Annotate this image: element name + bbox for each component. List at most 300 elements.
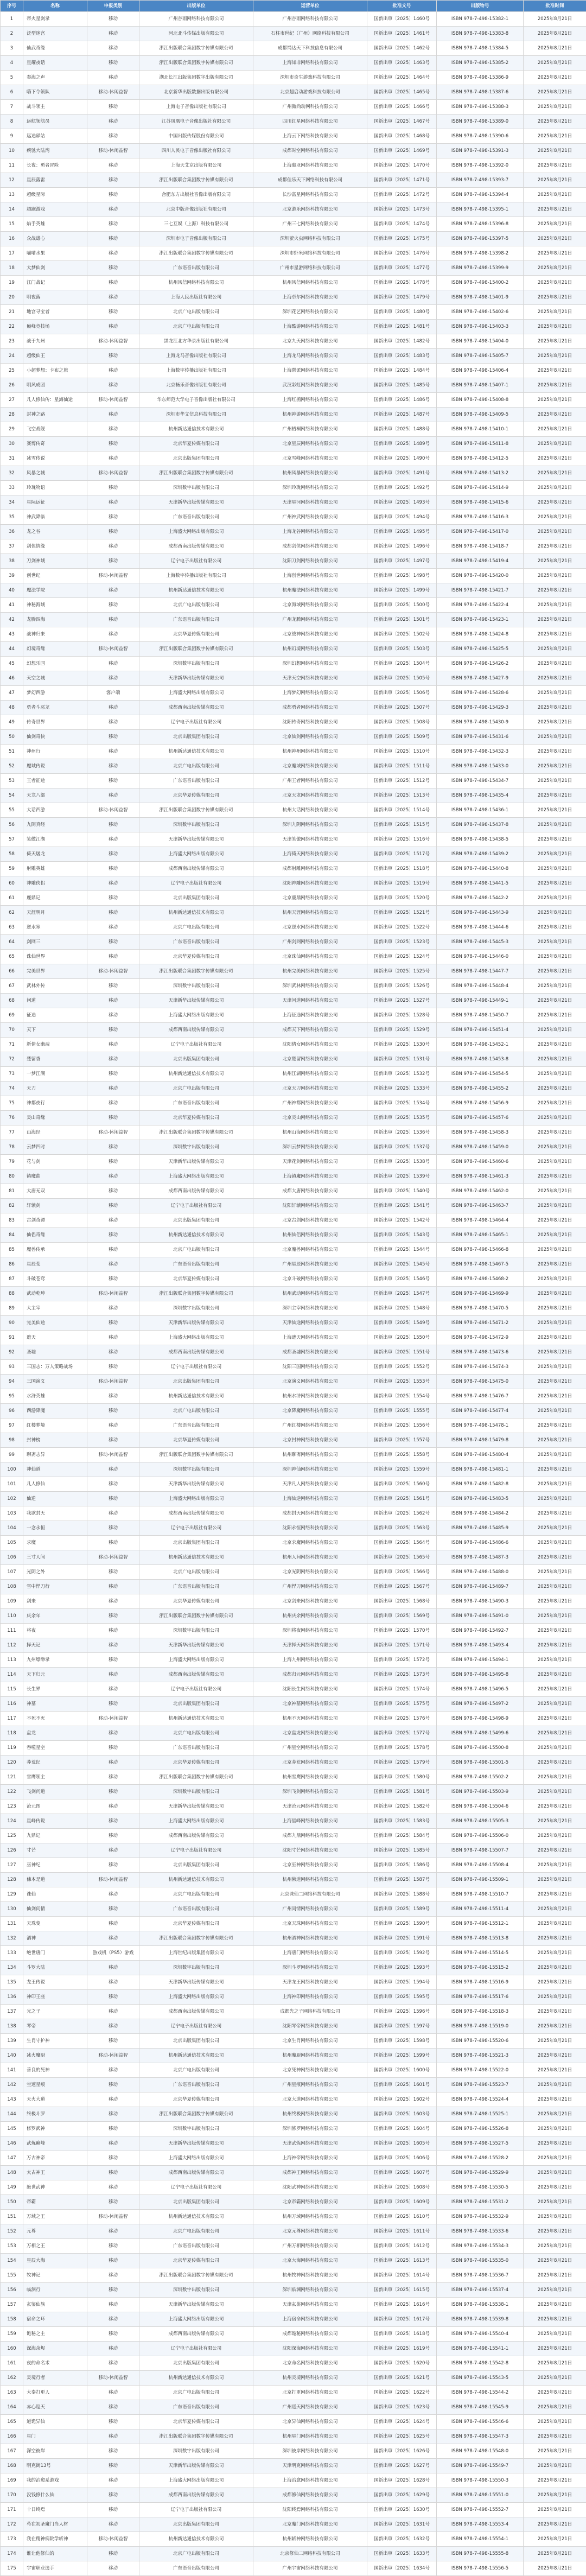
cell-isbn: ISBN 978-7-498-15412-5 (437, 451, 524, 466)
cell-index: 95 (1, 1389, 23, 1404)
table-row (1, 1697, 586, 1712)
table-row (1, 2166, 586, 2180)
cell-approval: 国新出审〔2025〕1534号 (367, 1096, 437, 1111)
table-row (1, 2224, 586, 2239)
cell-index: 128 (1, 1873, 23, 1887)
cell-date: 2025年8月21日 (524, 1184, 586, 1199)
table-row (1, 920, 586, 935)
cell-name: 战神归来 (23, 627, 87, 642)
cell-isbn: ISBN 978-7-498-15555-8 (437, 2547, 524, 2561)
table-row (1, 525, 586, 539)
cell-operator: 成都射雕网络科技有限公司 (253, 862, 367, 876)
cell-approval: 国新出审〔2025〕1488号 (367, 422, 437, 437)
cell-approval: 国新出审〔2025〕1512号 (367, 774, 437, 788)
cell-operator: 沈阳三国网络科技有限公司 (253, 1360, 367, 1375)
cell-publisher: 天津新华出版传媒有限公司 (139, 1799, 253, 1814)
cell-category: 移动 (87, 1419, 139, 1433)
cell-approval: 国新出审〔2025〕1629号 (367, 2488, 437, 2503)
cell-isbn: ISBN 978-7-498-15457-6 (437, 1111, 524, 1125)
cell-index: 39 (1, 569, 23, 583)
cell-isbn: ISBN 978-7-498-15425-5 (437, 642, 524, 657)
cell-publisher: 上海盛大网络出版有限公司 (139, 1008, 253, 1023)
cell-index: 148 (1, 2166, 23, 2180)
cell-name: 赤心巡天 (23, 2400, 87, 2415)
cell-category: 移动 (87, 1917, 139, 1931)
cell-date: 2025年8月21日 (524, 56, 586, 71)
cell-category: 移动-休闲益智 (87, 1712, 139, 1726)
cell-approval: 国新出审〔2025〕1631号 (367, 2517, 437, 2532)
cell-isbn: ISBN 978-7-498-15534-3 (437, 2239, 524, 2254)
table-row (1, 1536, 586, 1550)
cell-index: 48 (1, 701, 23, 715)
cell-publisher: 杭州新达通信技术有限公司 (139, 2210, 253, 2224)
cell-isbn: ISBN 978-7-498-15449-1 (437, 994, 524, 1008)
cell-category: 移动 (87, 598, 139, 613)
cell-approval: 国新出审〔2025〕1494号 (367, 510, 437, 525)
cell-approval: 国新出审〔2025〕1521号 (367, 906, 437, 920)
cell-approval: 国新出审〔2025〕1570号 (367, 1624, 437, 1638)
cell-name: 龙腾四海 (23, 613, 87, 627)
cell-category: 移动 (87, 2136, 139, 2151)
cell-category: 移动 (87, 847, 139, 862)
cell-date: 2025年8月21日 (524, 1096, 586, 1111)
table-row (1, 1023, 586, 1038)
cell-operator: 北京古剑网络科技有限公司 (253, 1213, 367, 1228)
cell-approval: 国新出审〔2025〕1540号 (367, 1184, 437, 1199)
cell-name: 仙武奇缘 (23, 41, 87, 56)
cell-category: 移动-休闲益智 (87, 803, 139, 818)
cell-date: 2025年8月21日 (524, 774, 586, 788)
cell-date: 2025年8月21日 (524, 2224, 586, 2239)
cell-isbn: ISBN 978-7-498-15446-0 (437, 950, 524, 964)
cell-name: 王者征途 (23, 774, 87, 788)
cell-operator: 深圳武林网络科技有限公司 (253, 979, 367, 994)
cell-name: 山海经 (23, 1125, 87, 1140)
cell-category: 移动 (87, 246, 139, 261)
cell-approval: 国新出审〔2025〕1615号 (367, 2283, 437, 2298)
cell-category: 移动 (87, 2547, 139, 2561)
table-row (1, 686, 586, 701)
cell-index: 102 (1, 1492, 23, 1506)
header-date: 批准时间 (524, 1, 586, 12)
cell-name: 神州行 (23, 745, 87, 759)
cell-publisher: 上海盛大网络出版有限公司 (139, 1331, 253, 1345)
cell-operator: 杭州聊斋网络科技有限公司 (253, 1448, 367, 1462)
cell-category: 移动 (87, 1653, 139, 1668)
cell-operator: 广州剑网网络科技有限公司 (253, 935, 367, 950)
cell-name: 封神之路 (23, 408, 87, 422)
cell-index: 34 (1, 495, 23, 510)
cell-date: 2025年8月21日 (524, 290, 586, 305)
cell-operator: 成都时空网络科技有限公司 (253, 144, 367, 158)
cell-operator: 杭州灵境网络科技有限公司 (253, 2371, 367, 2386)
cell-operator: 深圳临渊网络科技有限公司 (253, 2283, 367, 2298)
cell-isbn: ISBN 978-7-498-15386-9 (437, 71, 524, 85)
table-row (1, 1272, 586, 1287)
table-row (1, 1345, 586, 1360)
cell-publisher: 上海电子音像出版社有限公司 (139, 100, 253, 115)
cell-date: 2025年8月21日 (524, 451, 586, 466)
cell-approval: 国新出审〔2025〕1466号 (367, 100, 437, 115)
cell-category: 移动 (87, 2195, 139, 2210)
cell-category: 移动 (87, 2488, 139, 2503)
cell-isbn: ISBN 978-7-498-15517-6 (437, 1990, 524, 2005)
table-row (1, 71, 586, 85)
cell-publisher: 天津新华出版传媒有限公司 (139, 1316, 253, 1331)
table-row (1, 2415, 586, 2429)
table-row (1, 657, 586, 671)
cell-approval: 国新出审〔2025〕1522号 (367, 920, 437, 935)
cell-name: 酒神 (23, 1931, 87, 1946)
cell-publisher: 辽宁电子出版社有限公司 (139, 2019, 253, 2034)
cell-approval: 国新出审〔2025〕1482号 (367, 334, 437, 349)
cell-isbn: ISBN 978-7-498-15407-1 (437, 378, 524, 393)
cell-category: 移动 (87, 71, 139, 85)
table-row (1, 2298, 586, 2312)
cell-publisher: 上海盛大网络出版有限公司 (139, 1169, 253, 1184)
cell-isbn: ISBN 978-7-498-15552-7 (437, 2503, 524, 2517)
cell-isbn: ISBN 978-7-498-15414-9 (437, 481, 524, 495)
cell-index: 35 (1, 510, 23, 525)
cell-index: 10 (1, 144, 23, 158)
cell-isbn: ISBN 978-7-498-15389-0 (437, 115, 524, 129)
cell-publisher: 杭州新达通信技术有限公司 (139, 1067, 253, 1082)
cell-publisher: 上海盛大网络出版有限公司 (139, 1653, 253, 1668)
cell-category: 移动 (87, 2415, 139, 2429)
cell-name: 光阴之外 (23, 1565, 87, 1580)
cell-index: 175 (1, 2561, 23, 2576)
cell-date: 2025年8月21日 (524, 173, 586, 188)
cell-isbn: ISBN 978-7-498-15447-7 (437, 964, 524, 979)
cell-index: 75 (1, 1096, 23, 1111)
cell-category: 移动 (87, 1990, 139, 2005)
table-row (1, 378, 586, 393)
cell-category: 移动 (87, 1843, 139, 1858)
cell-date: 2025年8月21日 (524, 1316, 586, 1331)
cell-date: 2025年8月21日 (524, 1199, 586, 1213)
cell-index: 119 (1, 1741, 23, 1756)
cell-operator: 上海神帝网络科技有限公司 (253, 2151, 367, 2166)
cell-isbn: ISBN 978-7-498-15515-2 (437, 1961, 524, 1975)
cell-date: 2025年8月21日 (524, 261, 586, 276)
cell-isbn: ISBN 978-7-498-15485-9 (437, 1521, 524, 1536)
table-body (1, 12, 586, 2576)
table-row (1, 832, 586, 847)
cell-index: 88 (1, 1287, 23, 1301)
cell-publisher: 北京华夏传媒有限公司 (139, 950, 253, 964)
cell-category: 移动 (87, 2444, 139, 2459)
cell-approval: 国新出审〔2025〕1594号 (367, 1975, 437, 1990)
cell-publisher: 浙江出版联合集团数字传媒有限公司 (139, 642, 253, 657)
cell-approval: 国新出审〔2025〕1491号 (367, 466, 437, 481)
cell-category: 移动-休闲益智 (87, 964, 139, 979)
cell-operator: 武汉彩虹网络科技有限公司 (253, 378, 367, 393)
cell-approval: 国新出审〔2025〕1516号 (367, 832, 437, 847)
cell-index: 17 (1, 246, 23, 261)
cell-date: 2025年8月21日 (524, 1741, 586, 1756)
cell-date: 2025年8月21日 (524, 305, 586, 320)
cell-category: 移动 (87, 774, 139, 788)
cell-approval: 国新出审〔2025〕1585号 (367, 1843, 437, 1858)
cell-category: 移动 (87, 1213, 139, 1228)
cell-name: 飞剑问道 (23, 1785, 87, 1799)
cell-publisher: 深圳数字出版有限公司 (139, 2122, 253, 2136)
cell-name: 轩辕剑 (23, 1199, 87, 1213)
cell-category: 移动 (87, 2473, 139, 2488)
table-row (1, 1052, 586, 1067)
cell-publisher: 浙江出版联合集团数字传媒有限公司 (139, 964, 253, 979)
cell-isbn: ISBN 978-7-498-15397-5 (437, 232, 524, 246)
cell-publisher: 北京华夏传媒有限公司 (139, 1917, 253, 1931)
cell-approval: 国新出审〔2025〕1498号 (367, 569, 437, 583)
table-row (1, 144, 586, 158)
cell-index: 135 (1, 1975, 23, 1990)
cell-category: 移动 (87, 320, 139, 334)
cell-operator: 成都神王网络科技有限公司 (253, 2166, 367, 2180)
cell-name: 笑傲江湖 (23, 832, 87, 847)
cell-date: 2025年8月21日 (524, 1125, 586, 1140)
cell-category: 移动 (87, 1536, 139, 1550)
cell-isbn: ISBN 978-7-498-15396-8 (437, 217, 524, 232)
cell-isbn: ISBN 978-7-498-15526-8 (437, 2122, 524, 2136)
cell-isbn: ISBN 978-7-498-15402-6 (437, 305, 524, 320)
cell-category: 移动 (87, 276, 139, 290)
cell-isbn: ISBN 978-7-498-15421-7 (437, 583, 524, 598)
cell-operator: 广州悍刀网络科技有限公司 (253, 1580, 367, 1594)
cell-publisher: 深圳数字出版有限公司 (139, 1624, 253, 1638)
cell-approval: 国新出审〔2025〕1623号 (367, 2400, 437, 2415)
cell-operator: 上海龙谷网络科技有限公司 (253, 525, 367, 539)
cell-name: 仙侣奇缘 (23, 1228, 87, 1243)
cell-publisher: 广东语音出版有限公司 (139, 935, 253, 950)
cell-operator: 北京巫神网络科技有限公司 (253, 1858, 367, 1873)
cell-publisher: 广东语音出版有限公司 (139, 1902, 253, 1917)
cell-publisher: 深圳数字出版有限公司 (139, 979, 253, 994)
cell-index: 150 (1, 2195, 23, 2210)
cell-publisher: 北京畅乐音像出版社有限公司 (139, 378, 253, 393)
cell-category: 移动 (87, 510, 139, 525)
cell-date: 2025年8月21日 (524, 525, 586, 539)
cell-category: 移动 (87, 1638, 139, 1653)
cell-approval: 国新出审〔2025〕1526号 (367, 979, 437, 994)
cell-approval: 国新出审〔2025〕1582号 (367, 1799, 437, 1814)
cell-name: 征途 (23, 1008, 87, 1023)
cell-approval: 国新出审〔2025〕1595号 (367, 1990, 437, 2005)
cell-approval: 国新出审〔2025〕1568号 (367, 1594, 437, 1609)
cell-operator: 杭州雪鹰网络科技有限公司 (253, 1770, 367, 1785)
cell-isbn: ISBN 978-7-498-15403-3 (437, 320, 524, 334)
cell-index: 104 (1, 1521, 23, 1536)
table-row (1, 788, 586, 803)
cell-publisher: 浙江出版联合集团数字传媒有限公司 (139, 246, 253, 261)
cell-index: 106 (1, 1550, 23, 1565)
cell-operator: 杭州佛道网络科技有限公司 (253, 1873, 367, 1887)
cell-approval: 国新出审〔2025〕1598号 (367, 2034, 437, 2049)
table-row (1, 2049, 586, 2063)
cell-operator: 四川红星网络科技有限公司 (253, 115, 367, 129)
cell-isbn: ISBN 978-7-498-15477-4 (437, 1404, 524, 1419)
cell-isbn: ISBN 978-7-498-15427-9 (437, 671, 524, 686)
cell-publisher: 天津新华出版传媒有限公司 (139, 671, 253, 686)
table-row (1, 1858, 586, 1873)
cell-isbn: ISBN 978-7-498-15443-9 (437, 906, 524, 920)
cell-index: 154 (1, 2254, 23, 2268)
cell-name: 聊斋志异 (23, 1448, 87, 1462)
cell-index: 118 (1, 1726, 23, 1741)
cell-publisher: 辽宁电子出版社有限公司 (139, 2503, 253, 2517)
table-row (1, 1741, 586, 1756)
cell-approval: 国新出审〔2025〕1507号 (367, 701, 437, 715)
cell-date: 2025年8月21日 (524, 1345, 586, 1360)
cell-date: 2025年8月21日 (524, 202, 586, 217)
cell-date: 2025年8月21日 (524, 1360, 586, 1375)
table-row (1, 1770, 586, 1785)
cell-index: 57 (1, 832, 23, 847)
cell-approval: 国新出审〔2025〕1504号 (367, 657, 437, 671)
cell-date: 2025年8月21日 (524, 876, 586, 891)
cell-operator: 沈阳武神网络科技有限公司 (253, 2180, 367, 2195)
cell-operator: 天津笑傲网络科技有限公司 (253, 832, 367, 847)
table-row (1, 642, 586, 657)
cell-operator: 北京求魔网络科技有限公司 (253, 1536, 367, 1550)
table-row (1, 1169, 586, 1184)
cell-publisher: 北京出版集团有限公司 (139, 2034, 253, 2049)
cell-index: 61 (1, 891, 23, 906)
cell-isbn: ISBN 978-7-498-15388-3 (437, 100, 524, 115)
cell-isbn: ISBN 978-7-498-15493-4 (437, 1638, 524, 1653)
cell-isbn: ISBN 978-7-498-15546-6 (437, 2415, 524, 2429)
cell-date: 2025年8月21日 (524, 41, 586, 56)
cell-publisher: 辽宁电子出版社有限公司 (139, 876, 253, 891)
cell-approval: 国新出审〔2025〕1463号 (367, 56, 437, 71)
cell-date: 2025年8月21日 (524, 1287, 586, 1301)
cell-index: 147 (1, 2151, 23, 2166)
cell-index: 112 (1, 1638, 23, 1653)
cell-operator: 杭州神游网络科技有限公司 (253, 408, 367, 422)
cell-category: 移动-休闲益智 (87, 1125, 139, 1140)
cell-approval: 国新出审〔2025〕1614号 (367, 2268, 437, 2283)
cell-operator: 深圳幻想网络科技有限公司 (253, 657, 367, 671)
cell-approval: 国新出审〔2025〕1468号 (367, 129, 437, 144)
cell-isbn: ISBN 978-7-498-15466-8 (437, 1243, 524, 1257)
cell-category: 移动 (87, 730, 139, 745)
cell-category: 移动 (87, 1111, 139, 1125)
cell-approval: 国新出审〔2025〕1624号 (367, 2415, 437, 2429)
cell-name: 超级仙王 (23, 349, 87, 364)
cell-date: 2025年8月21日 (524, 2005, 586, 2019)
cell-publisher: 北京华夏传媒有限公司 (139, 1594, 253, 1609)
cell-name: 远途驿站 (23, 129, 87, 144)
cell-date: 2025年8月21日 (524, 642, 586, 657)
cell-approval: 国新出审〔2025〕1541号 (367, 1199, 437, 1213)
cell-category: 移动 (87, 994, 139, 1008)
table-row (1, 1155, 586, 1169)
table-row (1, 964, 586, 979)
cell-category: 移动 (87, 2151, 139, 2166)
cell-category: 移动 (87, 818, 139, 832)
cell-publisher: 成都西南出版传媒有限公司 (139, 862, 253, 876)
cell-category: 移动 (87, 1067, 139, 1082)
cell-approval: 国新出审〔2025〕1583号 (367, 1814, 437, 1829)
cell-operator: 长沙富星网络科技有限公司 (253, 188, 367, 202)
cell-date: 2025年8月21日 (524, 2092, 586, 2107)
cell-index: 115 (1, 1682, 23, 1697)
cell-publisher: 广东语音出版有限公司 (139, 2239, 253, 2254)
cell-operator: 成都修仙网络科技有限公司 (253, 2488, 367, 2503)
cell-approval: 国新出审〔2025〕1519号 (367, 876, 437, 891)
cell-name: 元尊 (23, 2224, 87, 2239)
cell-isbn: ISBN 978-7-498-15391-3 (437, 144, 524, 158)
cell-operator: 广州问情网络科技有限公司 (253, 1902, 367, 1917)
cell-index: 56 (1, 818, 23, 832)
cell-category: 移动 (87, 2561, 139, 2576)
cell-name: 帝火星剑录 (23, 12, 87, 27)
cell-approval: 国新出审〔2025〕1533号 (367, 1082, 437, 1096)
cell-category: 移动 (87, 1462, 139, 1477)
cell-category: 移动 (87, 1829, 139, 1843)
cell-index: 15 (1, 217, 23, 232)
cell-publisher: 浙江出版联合集团数字传媒有限公司 (139, 2107, 253, 2122)
cell-index: 72 (1, 1052, 23, 1067)
cell-approval: 国新出审〔2025〕1551号 (367, 1345, 437, 1360)
cell-date: 2025年8月21日 (524, 891, 586, 906)
cell-date: 2025年8月21日 (524, 1580, 586, 1594)
cell-index: 90 (1, 1316, 23, 1331)
cell-publisher: 深圳数字出版有限公司 (139, 1961, 253, 1975)
cell-date: 2025年8月21日 (524, 671, 586, 686)
cell-publisher: 中国出版传媒股份有限公司 (139, 129, 253, 144)
cell-operator: 北京莽荒网络科技有限公司 (253, 1756, 367, 1770)
cell-category: 移动-休闲益智 (87, 334, 139, 349)
cell-date: 2025年8月21日 (524, 2019, 586, 2034)
cell-operator: 北京魔门网络科技有限公司 (253, 2517, 367, 2532)
cell-operator: 上海梦幻网络科技有限公司 (253, 686, 367, 701)
cell-publisher: 广东语音出版有限公司 (139, 261, 253, 276)
cell-category: 移动-休闲益智 (87, 1375, 139, 1389)
cell-publisher: 广东语音出版有限公司 (139, 774, 253, 788)
cell-isbn: ISBN 978-7-498-15463-7 (437, 1199, 524, 1213)
cell-index: 82 (1, 1199, 23, 1213)
cell-date: 2025年8月21日 (524, 1887, 586, 1902)
cell-approval: 国新出审〔2025〕1525号 (367, 964, 437, 979)
table-row (1, 1653, 586, 1668)
cell-index: 89 (1, 1301, 23, 1316)
cell-index: 12 (1, 173, 23, 188)
cell-category: 移动 (87, 1785, 139, 1799)
cell-index: 103 (1, 1506, 23, 1521)
cell-date: 2025年8月21日 (524, 2166, 586, 2180)
cell-date: 2025年8月21日 (524, 818, 586, 832)
table-row (1, 1331, 586, 1345)
cell-operator: 成都佳乐天下网络科技有限公司 (253, 173, 367, 188)
cell-isbn: ISBN 978-7-498-15431-6 (437, 730, 524, 745)
cell-operator: 北京雪峰网络科技有限公司 (253, 451, 367, 466)
cell-isbn: ISBN 978-7-498-15522-0 (437, 2063, 524, 2078)
cell-name: 长夜：勇者冒险 (23, 158, 87, 173)
cell-publisher: 成都西南出版传媒有限公司 (139, 1184, 253, 1199)
cell-publisher: 北京华夏传媒有限公司 (139, 2254, 253, 2268)
cell-publisher: 成都西南出版传媒有限公司 (139, 1668, 253, 1682)
cell-operator: 沈阳轩辕网络科技有限公司 (253, 1199, 367, 1213)
cell-date: 2025年8月21日 (524, 1624, 586, 1638)
cell-name: 我在精神病院学斩神 (23, 2532, 87, 2547)
cell-date: 2025年8月21日 (524, 906, 586, 920)
cell-publisher: 上海世纪出版集团有限公司 (139, 1946, 253, 1961)
cell-approval: 国新出审〔2025〕1520号 (367, 891, 437, 906)
cell-index: 60 (1, 876, 23, 891)
cell-category: 移动 (87, 906, 139, 920)
cell-publisher: 北京广电出版有限公司 (139, 1726, 253, 1741)
